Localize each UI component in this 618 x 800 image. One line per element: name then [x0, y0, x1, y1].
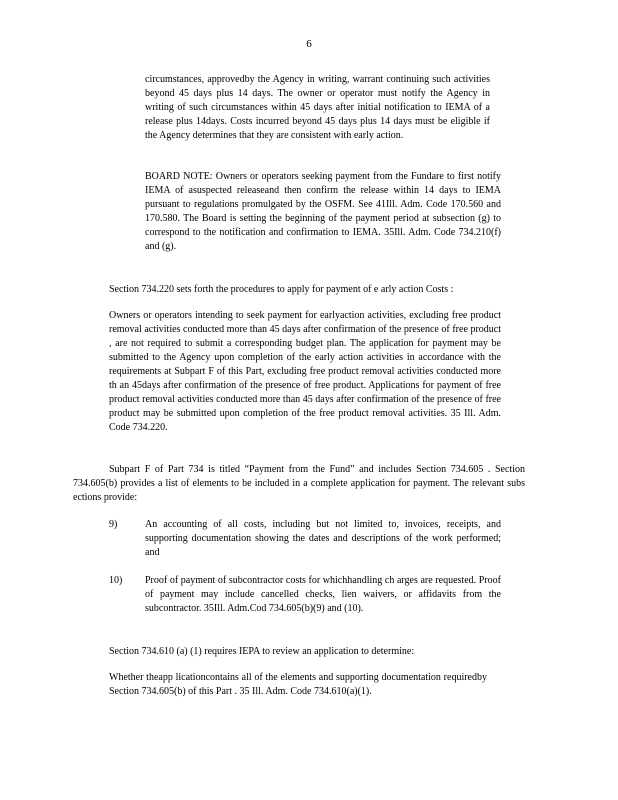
page-number: 6 [306, 38, 312, 50]
quote-paragraph: Whether theapp licationcontains all of the elements and supporting documentation requiredby Section 734.605(b) of this Part . 35 Ill. Adm. Code 734.610(a)(1). [109, 672, 487, 697]
quote-paragraph: Owners or operators intending to seek payment for earlyaction activities, excluding free product removal activities conducted more than 45 days after confirmation of the presence of free product , are not required to submit a corresponding budget plan. The application for payment may be submitted to the Agency upon completion of the early action activities in accordance with the requirements at Subpart F of this Part, excluding free product removal activities conducted more th an 45days after confirmation of the presence of free product. Applications for payment of free product removal activities conducted more than 45 days after confirmation of the presence of free product may be submitted upon completion of the free product removal activities. 35 Ill. Adm. Code 734.220. [109, 310, 501, 433]
quoted-section-734-610 [109, 671, 487, 699]
list-item-number: 10) [109, 575, 123, 586]
list-item-text: An accounting of all costs, including but not limited to, invoices, receipts, and supporting documentation showing the dates and descriptions of the work performed; and [145, 519, 501, 558]
list-item-text: Proof of payment of subcontractor costs for whichhandling ch arges are requested. Proof of payment may include cancelled checks, lien waivers, or affidavits from the subcontractor. 35Ill. Adm.Cod 734.605(b)(9) and (10). [145, 575, 501, 614]
quoted-section-734-220 [109, 309, 501, 435]
subpart-f-intro [73, 463, 525, 505]
list-item-number: 9) [109, 519, 118, 530]
board-note [145, 170, 501, 254]
intro-paragraph: Section 734.220 sets forth the procedures to apply for payment of e arly action Costs : [109, 284, 454, 295]
quoted-regulation-continuation [145, 73, 490, 143]
body-paragraph: Subpart F of Part 734 is titled “Payment from the Fund” and includes Section 734.605 . Section 734.605(b) provides a list of elements to be included in a complete application for payment. The relevant subs ections provide: [73, 464, 525, 503]
board-note-text: BOARD NOTE: Owners or operators seeking payment from the Fundare to first notify IEMA of asuspected releaseand then confirm the release within 14 days to IEMA pursuant to regulations promulgated by the OSFM. See 41Ill. Adm. Code 170.560 and 170.580. The Board is setting the beginning of the payment period at subsection (g) to correspond to the notification and confirmation to IEMA. 35Ill. Adm. Code 734.210(f) and (g). [145, 171, 501, 252]
quote-paragraph: circumstances, approvedby the Agency in writing, warrant continuing such activities beyond 45 days plus 14 days. The owner or operator must notify the Agency in writing of such circumstances within 45 days after initial notification to IEMA of a release plus 14days. Costs incurred beyond 45 days plus 14 days must be eligible if the Agency determines that they are consistent with early action. [145, 74, 490, 141]
section-734-610-intro [109, 645, 509, 659]
section-734-220-intro [109, 283, 519, 297]
body-paragraph: Section 734.610 (a) (1) requires IEPA to review an application to determine: [109, 646, 415, 657]
